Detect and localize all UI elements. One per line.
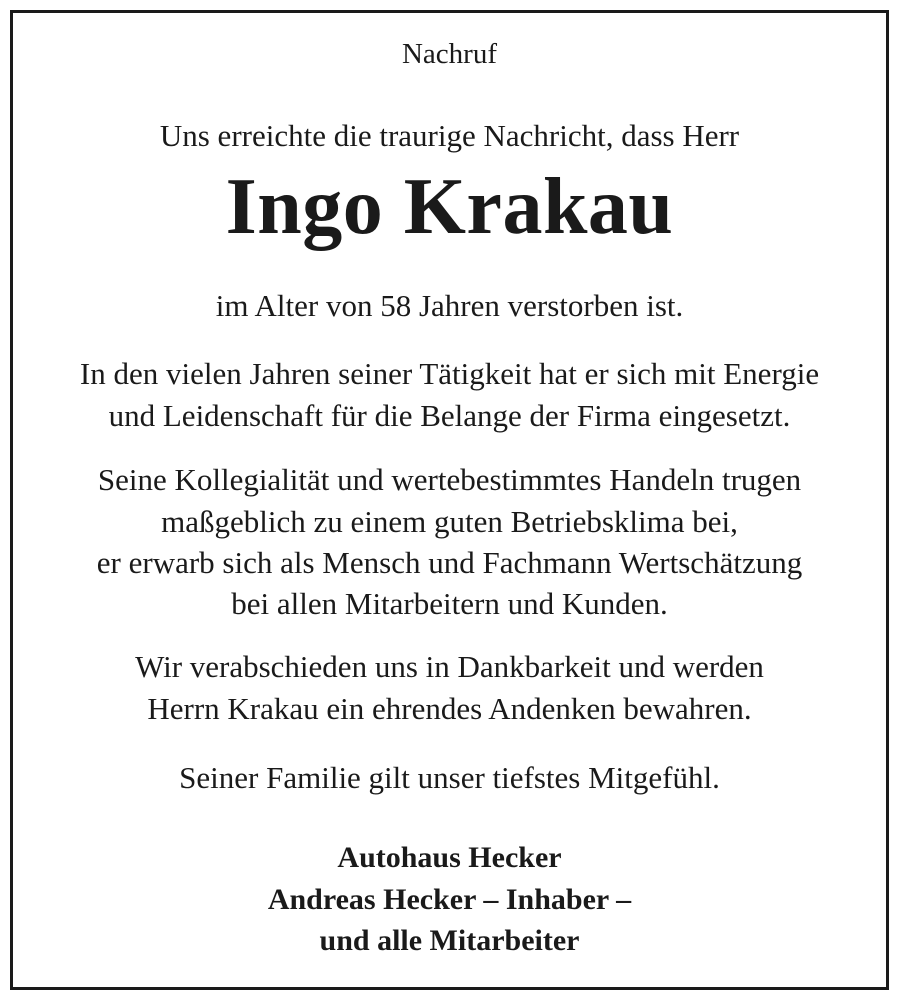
signature-staff: und alle Mitarbeiter (319, 924, 580, 957)
signature-company: Autohaus Hecker (337, 841, 562, 874)
condolence-text: Seiner Familie gilt unser tiefstes Mitgefühl. (179, 760, 720, 795)
notice-title: Nachruf (401, 38, 497, 70)
signature-owner: Andreas Hecker – Inhaber – (267, 883, 632, 916)
paragraph-line: Wir verabschieden uns in Dankbarkeit und werden (135, 649, 764, 684)
paragraph-line: bei allen Mitarbeitern und Kunden. (231, 586, 668, 621)
age-text: im Alter von 58 Jahren verstorben ist. (215, 288, 684, 323)
paragraph-line: maßgeblich zu einem guten Betriebsklima bei, (161, 504, 738, 539)
paragraph-line: Herrn Krakau ein ehrendes Andenken bewahren. (147, 691, 752, 726)
deceased-name: Ingo Krakau (225, 163, 674, 251)
paragraph-line: und Leidenschaft für die Belange der Firma eingesetzt. (108, 398, 791, 433)
intro-text: Uns erreichte die traurige Nachricht, dass Herr (159, 118, 740, 153)
paragraph-line: er erwarb sich als Mensch und Fachmann Wertschätzung (96, 545, 803, 580)
paragraph-line: In den vielen Jahren seiner Tätigkeit hat er sich mit Energie (79, 356, 820, 391)
paragraph-line: Seine Kollegialität und wertebestimmtes Handeln trugen (97, 462, 802, 497)
